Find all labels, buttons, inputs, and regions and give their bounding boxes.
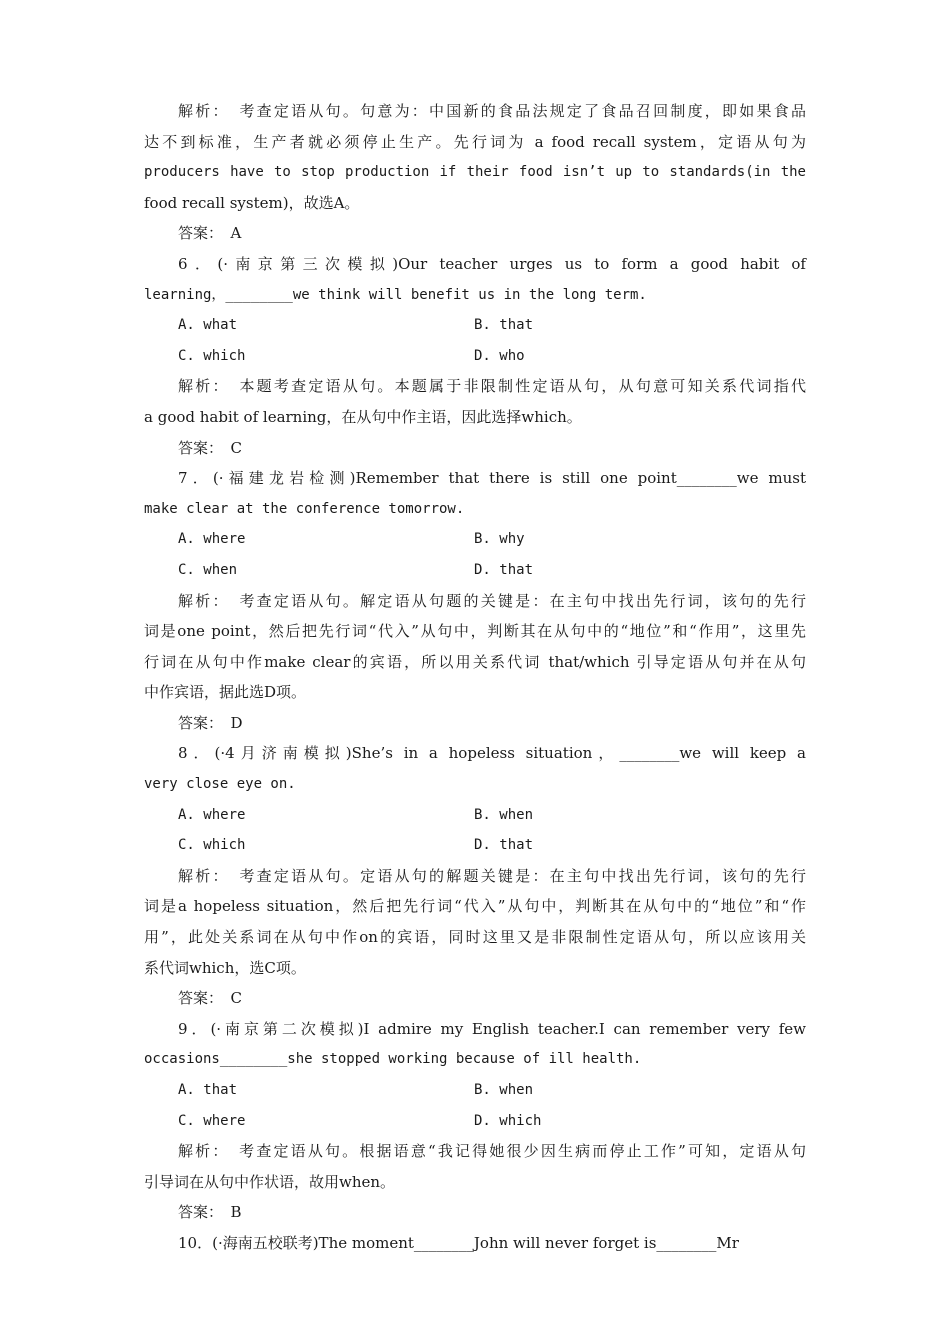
option-choice: B. that	[474, 317, 534, 334]
text-line: 解析： 本题考查定语从句。本题属于非限制性定语从句，从句意可知关系代词指代	[178, 377, 806, 396]
option-row	[144, 830, 806, 861]
option-choice: C. which	[178, 347, 246, 364]
option-choice: C. when	[178, 561, 238, 578]
text-line: learning，________we think will benefit us in the long term.	[144, 286, 647, 303]
text-line: 解析： 考查定语从句。解定语从句题的关键是：在主句中找出先行词，该句的先行	[178, 591, 806, 610]
paragraph	[144, 586, 806, 708]
option-choice: D. which	[474, 1112, 542, 1129]
option-choice: C. which	[178, 837, 246, 854]
text-line: very close eye on.	[144, 776, 296, 793]
text-line: 6．(·南京第三次模拟)Our teacher urges us to form a good habit of	[178, 254, 806, 273]
option-choice: B. why	[474, 531, 525, 548]
paragraph	[144, 463, 806, 524]
option-choice: B. when	[474, 1082, 534, 1098]
option-choice: A. that	[178, 1082, 238, 1098]
text-line: 10．(·海南五校联考)The moment________John will never forget is________Mr	[178, 1233, 739, 1252]
option-choice: A. where	[178, 531, 246, 548]
paragraph	[144, 1014, 806, 1075]
answer-line: 答案： C	[178, 438, 242, 457]
answer-line: 答案： A	[178, 224, 242, 243]
text-line: 词是a hopeless situation，然后把先行词“代入”从句中，判断其在从句中的“地位”和“作	[144, 897, 806, 916]
text-line: 行词在从句中作make clear的宾语，所以用关系代词 that/which 引导定语从句并在从句	[144, 652, 806, 671]
text-line: occasions________she stopped working because of ill health.	[144, 1051, 642, 1068]
text-line: 解析： 考查定语从句。根据语意“我记得她很少因生病而停止工作”可知，定语从句	[178, 1142, 806, 1161]
text-line: 用”，此处关系词在从句中作on的宾语，同时这里又是非限制性定语从句，所以应该用关	[144, 928, 806, 947]
text-line: 系代词which，选C项。	[144, 958, 306, 977]
option-row	[144, 524, 806, 555]
text-line: 引导词在从句中作状语，故用when。	[144, 1172, 396, 1191]
answer-line: 答案： C	[178, 989, 242, 1008]
option-choice: D. who	[474, 347, 525, 364]
text-line: 9．(·南京第二次模拟)I admire my English teacher.I can remember very few	[178, 1019, 806, 1038]
answer-line: 答案： D	[178, 713, 243, 732]
option-row	[144, 1075, 806, 1106]
option-choice: B. when	[474, 806, 534, 823]
text-line: producers have to stop production if their food isn’t up to standards(in the	[144, 164, 806, 181]
text-line: 达不到标准，生产者就必须停止生产。先行词为 a food recall system，定语从句为	[144, 132, 806, 151]
paragraph	[144, 249, 806, 310]
paragraph	[144, 371, 806, 432]
text-line: make clear at the conference tomorrow.	[144, 500, 465, 517]
option-choice: A. what	[178, 317, 238, 334]
text-line: a good habit of learning，在从句中作主语，因此选择which。	[144, 407, 582, 426]
text-line: 7．(·福建龙岩检测)Remember that there is still one point________we must	[178, 469, 806, 488]
document-body	[144, 96, 806, 1259]
option-row	[144, 1106, 806, 1137]
text-line: 词是one point，然后把先行词“代入”从句中，判断其在从句中的“地位”和“作用”，这里先	[144, 622, 806, 641]
paragraph	[144, 1136, 806, 1197]
option-row	[144, 800, 806, 831]
text-line: food recall system)，故选A。	[144, 193, 360, 212]
option-row	[144, 341, 806, 372]
option-row	[144, 310, 806, 341]
text-line: 解析： 考查定语从句。定语从句的解题关键是：在主句中找出先行词，该句的先行	[178, 866, 806, 885]
option-row	[144, 555, 806, 586]
paragraph	[144, 1228, 806, 1259]
option-choice: A. where	[178, 806, 246, 823]
text-line: 解析： 考查定语从句。句意为：中国新的食品法规定了食品召回制度，即如果食品	[178, 102, 806, 120]
option-choice: C. where	[178, 1112, 246, 1129]
option-choice: D. that	[474, 837, 534, 854]
answer-line: 答案： B	[178, 1203, 242, 1222]
paragraph	[144, 738, 806, 799]
option-choice: D. that	[474, 561, 534, 578]
paragraph	[144, 96, 806, 218]
text-line: 8．(·4月济南模拟)She’s in a hopeless situation，________we will keep a	[178, 744, 806, 763]
paragraph	[144, 861, 806, 983]
text-line: 中作宾语，据此选D项。	[144, 683, 307, 702]
